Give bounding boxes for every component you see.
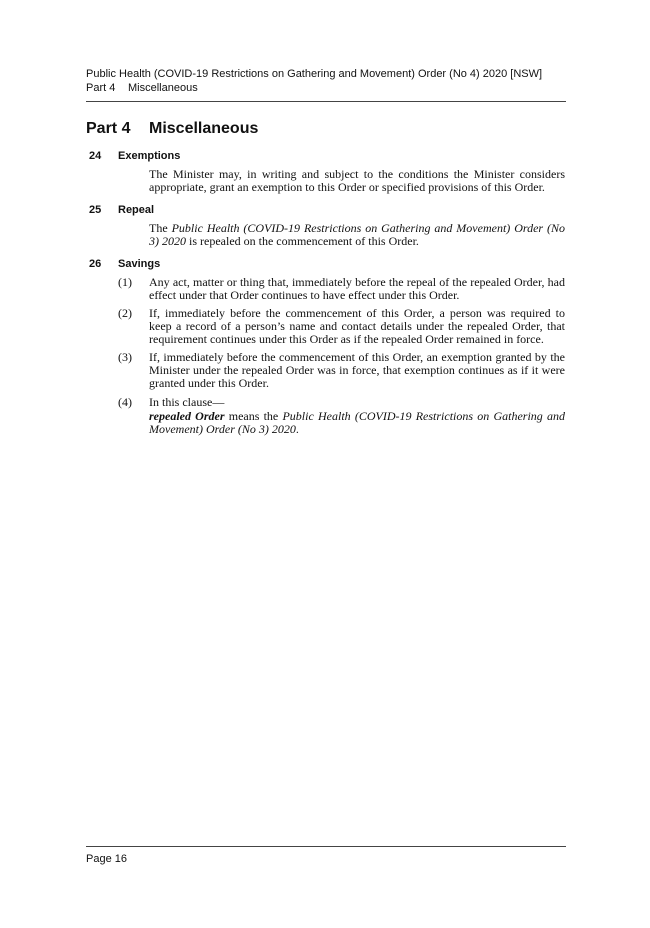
section-heading-24 — [89, 149, 180, 163]
subsection-text: If, immediately before the commencement of this Order, an exemption granted by the Minister under the repealed Order was in force, that exemption continues as if it were granted under this Order. — [149, 350, 565, 390]
header-rule — [86, 101, 566, 102]
section-number: 24 — [89, 150, 102, 162]
repealed-order-citation: Public Health (COVID-19 Restrictions on Gathering and Movement) Order (No 3) 2020 — [149, 221, 566, 248]
section-number: 25 — [89, 204, 102, 216]
section-title: Repeal — [118, 204, 155, 216]
subsection-4 — [118, 396, 565, 409]
definition-middle: means the — [224, 409, 283, 423]
section-number: 26 — [89, 258, 102, 270]
running-header-title: Public Health (COVID-19 Restrictions on Gathering and Movement) Order (No 4) 2020 [NSW] — [86, 68, 543, 80]
subsection-3 — [118, 351, 565, 390]
section-25-text-post: is repealed on the commencement of this Order. — [186, 234, 419, 248]
section-heading-26 — [89, 257, 160, 271]
running-header-part-name: Miscellaneous — [128, 82, 198, 94]
subsection-2 — [118, 307, 565, 346]
footer-rule — [86, 846, 566, 847]
subsection-text: If, immediately before the commencement of this Order, a person was required to keep a record of a person’s name and contact details under the repealed Order, that requirement continues under this Order as if the repealed Order remained in force. — [149, 306, 565, 346]
subsection-number: (1) — [118, 275, 132, 289]
running-header-part-label: Part 4 — [86, 82, 116, 94]
part-title: Miscellaneous — [149, 120, 259, 137]
subsection-number: (3) — [118, 350, 132, 364]
subsection-number: (4) — [118, 395, 132, 409]
page-number: Page 16 — [86, 853, 127, 865]
part-heading — [86, 119, 258, 139]
running-header — [86, 67, 566, 95]
subsection-text: Any act, matter or thing that, immediately before the repeal of the repealed Order, had effect under that Order continues to have effect under this Order. — [149, 275, 565, 302]
section-title: Savings — [118, 258, 161, 270]
section-heading-25 — [89, 203, 154, 217]
part-number: Part 4 — [86, 120, 131, 137]
section-title: Exemptions — [118, 150, 181, 162]
section-25-text — [149, 222, 565, 248]
defined-term: repealed Order — [149, 409, 225, 423]
definition-repealed-order — [149, 410, 565, 436]
section-25-text-pre: The — [149, 221, 172, 235]
subsection-text: In this clause— — [149, 395, 225, 409]
subsection-number: (2) — [118, 306, 132, 320]
definition-end: . — [295, 422, 299, 436]
running-header-part — [86, 81, 566, 95]
section-24-text: The Minister may, in writing and subject to the conditions the Minister considers appropriate, grant an exemption to this Order or specified provisions of this Order. — [149, 167, 565, 194]
definition-reference: Public Health (COVID-19 Restrictions on Gathering and Movement) Order (No 3) 2020 — [149, 409, 565, 436]
subsection-1 — [118, 276, 565, 302]
